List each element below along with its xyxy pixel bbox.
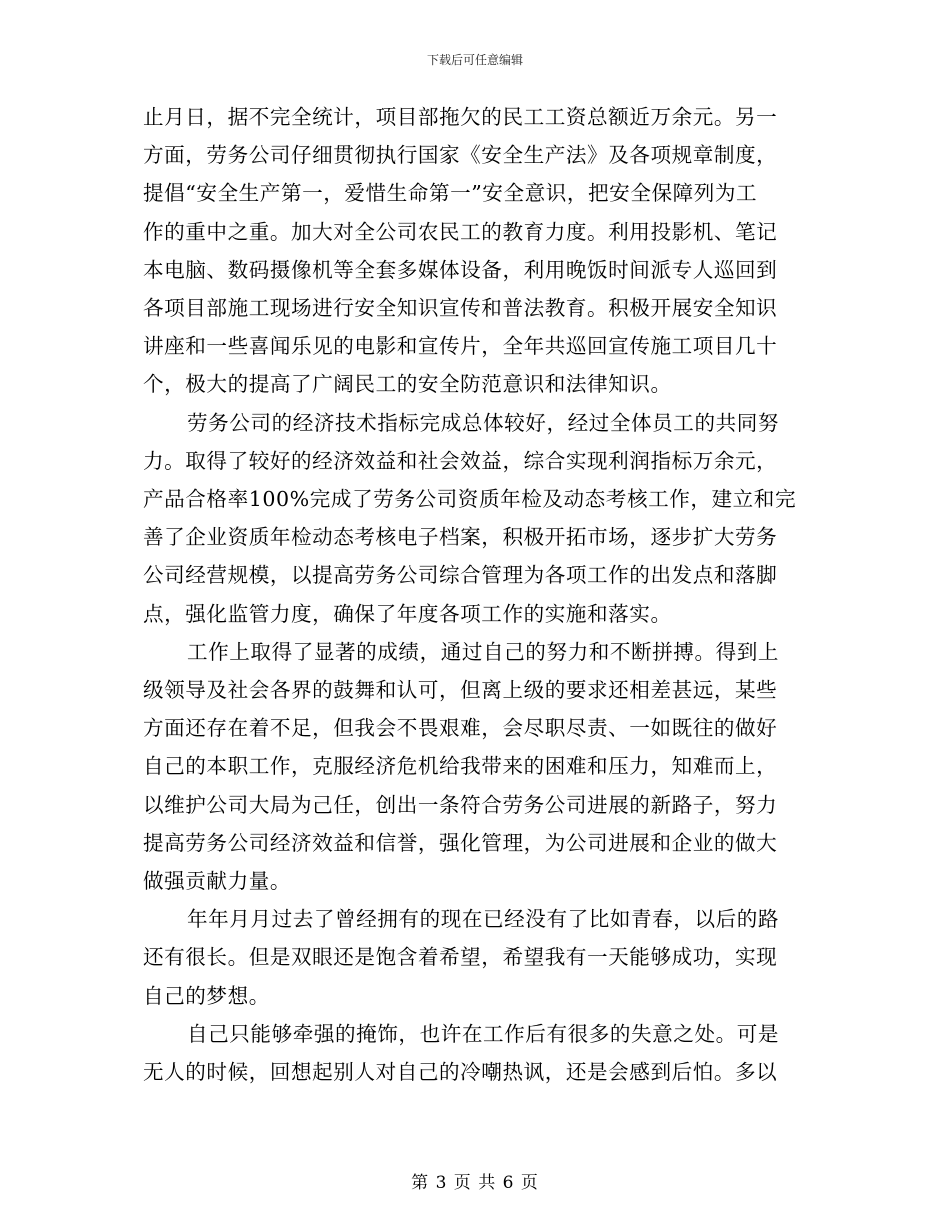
paragraph-line: 自己只能够牵强的掩饰，也许在工作后有很多的失意之处。可是 <box>187 1021 780 1046</box>
paragraph-line: 止月日，据不完全统计，项目部拖欠的民工工资总额近万余元。另一 <box>143 105 778 129</box>
paragraph-line: 做强贡献力量。 <box>143 869 292 894</box>
paragraph-5 <box>143 1015 805 1091</box>
page-number-footer: 第 3 页 共 6 页 <box>411 1173 539 1193</box>
paragraph-line: 点，强化监管力度，确保了年度各项工作的实施和落实。 <box>143 601 672 626</box>
document-body <box>143 98 805 1091</box>
paragraph-line: 还有很长。但是双眼还是饱含着希望，希望我有一天能够成功，实现 <box>143 945 778 970</box>
paragraph-line: 以维护公司大局为己任，创出一条符合劳务公司进展的新路子，努力 <box>143 792 778 817</box>
paragraph-line: 年年月月过去了曾经拥有的现在已经没有了比如青春，以后的路 <box>187 907 780 932</box>
paragraph-line: 产品合格率100%完成了劳务公司资质年检及动态考核工作，建立和完 <box>143 487 797 512</box>
paragraph-line: 作的重中之重。加大对全公司农民工的教育力度。利用投影机、笔记 <box>143 219 778 244</box>
paragraph-line: 级领导及社会各界的鼓舞和认可，但离上级的要求还相差甚远，某些 <box>143 678 778 703</box>
paragraph-line: 劳务公司的经济技术指标完成总体较好，经过全体员工的共同努 <box>187 410 780 435</box>
paragraph-line: 方面还存在着不足，但我会不畏艰难，会尽职尽责、一如既往的做好 <box>143 716 778 741</box>
paragraph-line: 讲座和一些喜闻乐见的电影和宣传片，全年共巡回宣传施工项目几十 <box>143 334 778 359</box>
paragraph-line: 个，极大的提高了广阔民工的安全防范意识和法律知识。 <box>143 372 672 397</box>
paragraph-2 <box>143 404 805 633</box>
paragraph-line: 善了企业资质年检动态考核电子档案，积极开拓市场，逐步扩大劳务 <box>143 525 778 550</box>
paragraph-line: 公司经营规模，以提高劳务公司综合管理为各项工作的出发点和落脚 <box>143 563 778 588</box>
paragraph-line: 无人的时候，回想起别人对自己的冷嘲热讽，还是会感到后怕。多以 <box>143 1060 778 1085</box>
paragraph-line: 力。取得了较好的经济效益和社会效益，综合实现利润指标万余元， <box>143 448 778 473</box>
paragraph-line: 提倡“安全生产第一，爱惜生命第一”安全意识，把安全保障列为工 <box>143 181 758 206</box>
paragraph-line: 自己的梦想。 <box>143 983 270 1008</box>
paragraph-line: 提高劳务公司经济效益和信誉，强化管理，为公司进展和企业的做大 <box>143 830 778 855</box>
paragraph-line: 工作上取得了显著的成绩，通过自己的努力和不断拼搏。得到上 <box>187 639 780 664</box>
paragraph-3 <box>143 633 805 900</box>
paragraph-line: 本电脑、数码摄像机等全套多媒体设备，利用晚饭时间派专人巡回到 <box>143 257 778 282</box>
paragraph-line: 方面，劳务公司仔细贯彻执行国家《安全生产法》及各项规章制度， <box>143 143 778 168</box>
paragraph-1 <box>143 98 805 404</box>
paragraph-line: 各项目部施工现场进行安全知识宣传和普法教育。积极开展安全知识 <box>143 296 778 321</box>
page-header: 下载后可任意编辑 <box>426 53 523 67</box>
paragraph-4 <box>143 900 805 1015</box>
paragraph-line: 自己的本职工作，克服经济危机给我带来的困难和压力，知难而上， <box>143 754 778 779</box>
